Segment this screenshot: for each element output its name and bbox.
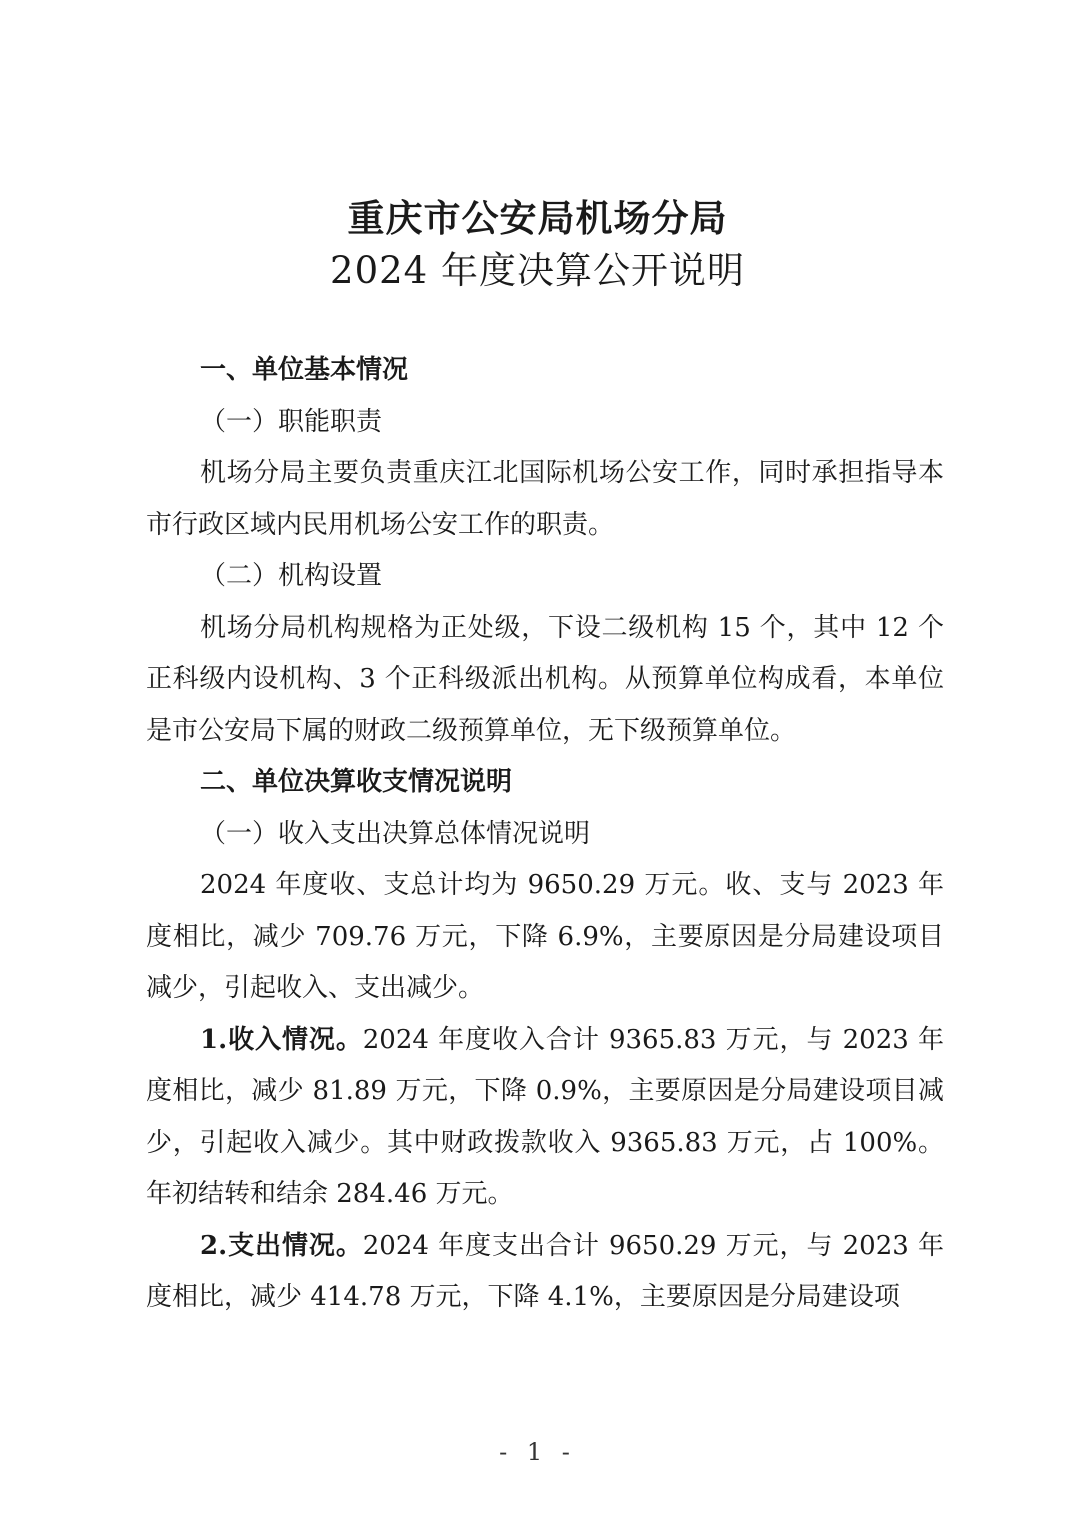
page-number: - 1 - [499,1438,576,1466]
paragraph-overview: 2024 年度收、支总计均为 9650.29 万元。收、支与 2023 年度相比，减少 709.76 万元，下降 6.9%，主要原因是分局建设项目减少，引起收入、支出减少。 [146,870,944,1003]
paragraph-income [146,1015,944,1221]
subsection-heading-duties: （一）职能职责 [200,406,383,437]
expense-lead: 2.支出情况。 [200,1230,363,1261]
section-heading-budget: 二、单位决算收支情况说明 [200,767,513,797]
income-text: 2024 年度收入合计 9365.83 万元，与 2023 年度相比，减少 81.89 万元，下降 0.9%，主要原因是分局建设项目减少，引起收入减少。其中财政拨款收入 9365.83 万元，占 100%。年初结转和结余 284.46 万元。 [146,1024,944,1209]
document-title-line1: 重庆市公安局机场分局 [347,196,728,240]
paragraph-expense [146,1221,944,1324]
paragraph-duties: 机场分局主要负责重庆江北国际机场公安工作，同时承担指导本市行政区域内民用机场公安工作的职责。 [146,458,944,540]
subsection-heading-overview: （一）收入支出决算总体情况说明 [200,818,591,849]
expense-text: 2024 年度支出合计 9650.29 万元，与 2023 年度相比，减少 414.78 万元，下降 4.1%，主要原因是分局建设项 [146,1230,944,1312]
income-lead: 1.收入情况。 [200,1024,363,1055]
paragraph-structure: 机场分局机构规格为正处级，下设二级机构 15 个，其中 12 个正科级内设机构、3 个正科级派出机构。从预算单位构成看，本单位是市公安局下属的财政二级预算单位，无下级预算单位。 [146,612,944,746]
subsection-heading-structure: （二）机构设置 [200,561,383,591]
document-title-line2: 2024 年度决算公开说明 [330,249,745,292]
section-heading-basic-info: 一、单位基本情况 [200,355,409,385]
document-body [146,345,944,1324]
